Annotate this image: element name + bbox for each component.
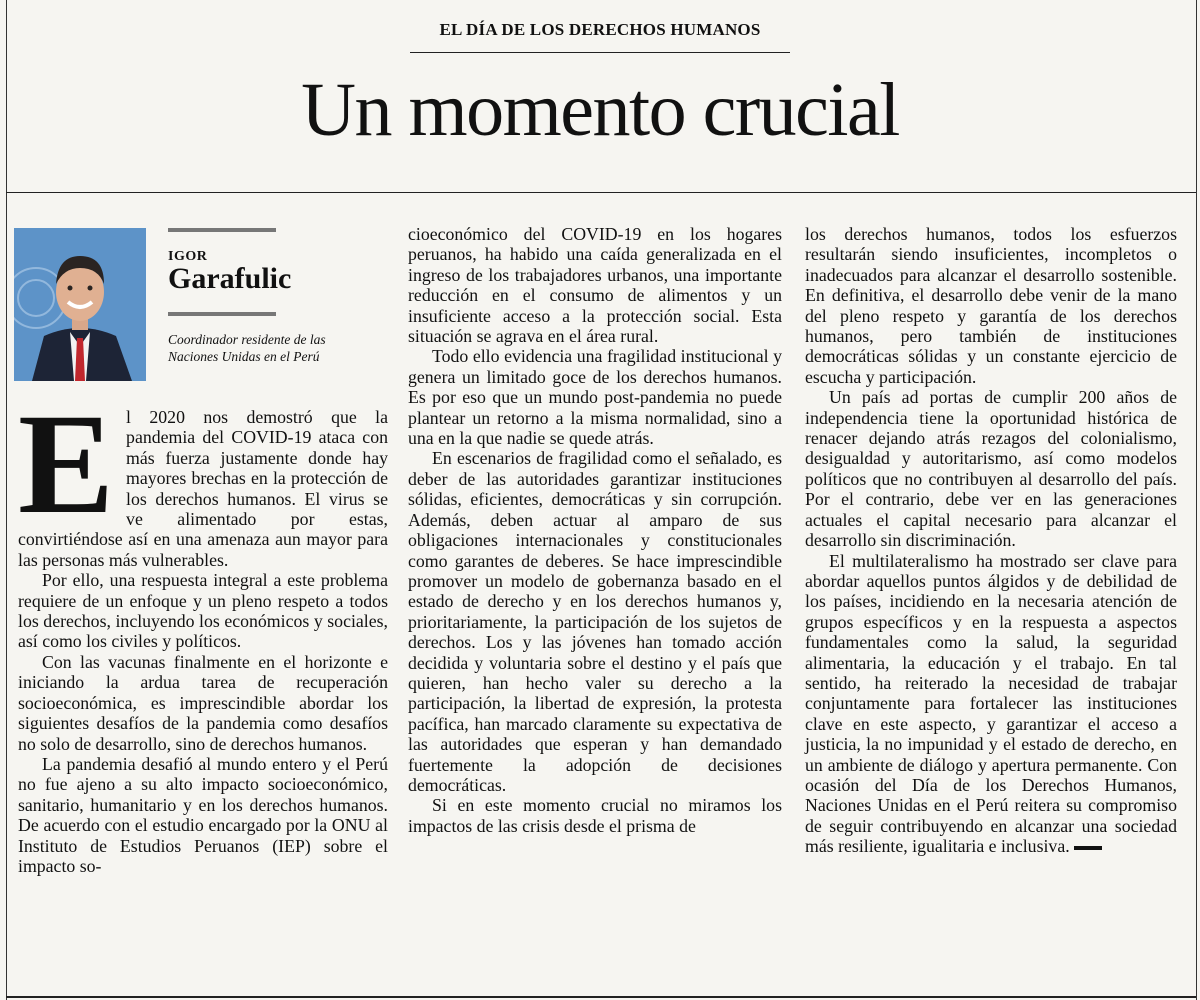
headline: Un momento crucial	[301, 68, 899, 152]
author-role: Coordinador residente de las Naciones Unidas en el Perú	[168, 332, 326, 364]
paragraph: La pandemia desafió al mundo entero y el Perú no fue ajeno a su alto impacto socioeconómico, sanitario, humanitario y en los derechos humanos. De acuerdo con el estudio encargado por la ONU al Instituto de Estudios Peruanos (IEP) sobre el impacto so-	[18, 753, 388, 876]
section-underline	[410, 52, 790, 53]
author-first-name: IGOR	[168, 249, 208, 264]
paragraph: Todo ello evidencia una fragilidad institucional y genera un limitado goce de los derechos humanos. Es por eso que un mundo post-pandemia no puede plantear un retorno a la misma normalidad, sino a una en la que nadie se quede atrás.	[408, 346, 782, 449]
author-rule-bottom	[168, 312, 276, 316]
paragraph: En escenarios de fragilidad como el señalado, es deber de las autoridades garantizar instituciones sólidas, eficientes, democráticas y sin corrupción. Además, deben actuar al amparo de sus obligaciones internacionales y constitucionales como garantes de deberes. Se hace imprescindible promover un modelo de gobernanza basado en el estado de derecho y en los derechos humanos y, prioritariamente, la participación de los sujetos de derechos. Los y las jóvenes han tomado acción decidida y voluntaria sobre el destino y el país que quieren, han hecho valer su derecho a la participación, la libertad de expresión, la protesta pacífica, han marcado claramente su expectativa de las autoridades que esperan y han demandado fuertemente la adopción de decisiones democráticas.	[408, 448, 782, 795]
paragraph: Por ello, una respuesta integral a este problema requiere de un enfoque y un pleno respeto a todos los derechos, incluyendo los económicos y sociales, así como los civiles y políticos.	[18, 570, 388, 652]
author-photo	[14, 228, 146, 381]
paragraph: Con las vacunas finalmente en el horizonte e iniciando la ardua tarea de recuperación socioeconómica, es imprescindible abordar los siguientes desafíos de la pandemia como desafíos no solo de desarrollo, sino de derechos humanos.	[18, 651, 388, 754]
bottom-border	[6, 996, 1196, 998]
paragraph: Un país ad portas de cumplir 200 años de independencia tiene la oportunidad histórica de renacer dejando atrás rezagos del colonialismo, desigualdad y autoritarismo, así como modelos políticos que no contribuyen al desarrollo del país. Por el contrario, debe ver en las generaciones actuales el capital necesario para alcanzar el desarrollo sin discriminación.	[805, 387, 1177, 551]
author-last-name: Garafulic	[168, 262, 292, 295]
article-column-2	[408, 224, 782, 836]
section-label: EL DÍA DE LOS DERECHOS HUMANOS	[439, 20, 761, 39]
paragraph: l 2020 nos demostró que la pandemia del COVID-19 ataca con más fuerza justamente donde hay mayores brechas en la protección de los derechos humanos. El virus se ve alimentado por estas, convirtiéndose así en una amenaza aun mayor para las personas más vulnerables.	[18, 407, 388, 570]
paragraph: cioeconómico del COVID-19 en los hogares peruanos, ha habido una caída generalizada en el ingreso de los trabajadores urbanos, una importante reducción en el consumo de alimentos y un insuficiente acceso a la protección social. Esta situación se agrava en el área rural.	[408, 224, 782, 347]
end-mark-icon	[1074, 846, 1102, 850]
article-column-3	[805, 224, 1177, 857]
paragraph: los derechos humanos, todos los esfuerzos resultarán siendo insuficientes, incompletos o inadecuados para alcanzar el desarrollo sostenible. En definitiva, el desarrollo debe venir de la mano del pleno respeto y garantía de los derechos humanos, pero también de instituciones democráticas sólidas y un constante ejercicio de escucha y participación.	[805, 224, 1177, 387]
paragraph-text: El multilateralismo ha mostrado ser clave para abordar aquellos puntos álgidos y de debilidad de los países, incidiendo en la necesaria atención de grupos específicos y en la respuesta a aspectos fundamentales como la salud, la seguridad alimentaria, la educación y el trabajo. En tal sentido, ha reiterado la necesidad de trabajar conjuntamente para fortalecer las instituciones clave en este aspecto, y garantizar el acceso a justicia, la no impunidad y el estado de derecho, en un ambiente de diálogo y apertura permanente. Con ocasión del Día de los Derechos Humanos, Naciones Unidas en el Perú reitera su compromiso de seguir contribuyendo en alcanzar una sociedad más resiliente, igualitaria e inclusiva.	[805, 550, 1177, 857]
paragraph	[805, 551, 1177, 857]
paragraph: Si en este momento crucial no miramos los impactos de las crisis desde el prisma de	[408, 795, 782, 836]
article-column-1	[18, 385, 388, 876]
drop-cap: E	[18, 385, 115, 544]
headline-divider	[6, 192, 1196, 193]
author-portrait-icon	[14, 228, 146, 381]
author-rule-top	[168, 228, 276, 232]
